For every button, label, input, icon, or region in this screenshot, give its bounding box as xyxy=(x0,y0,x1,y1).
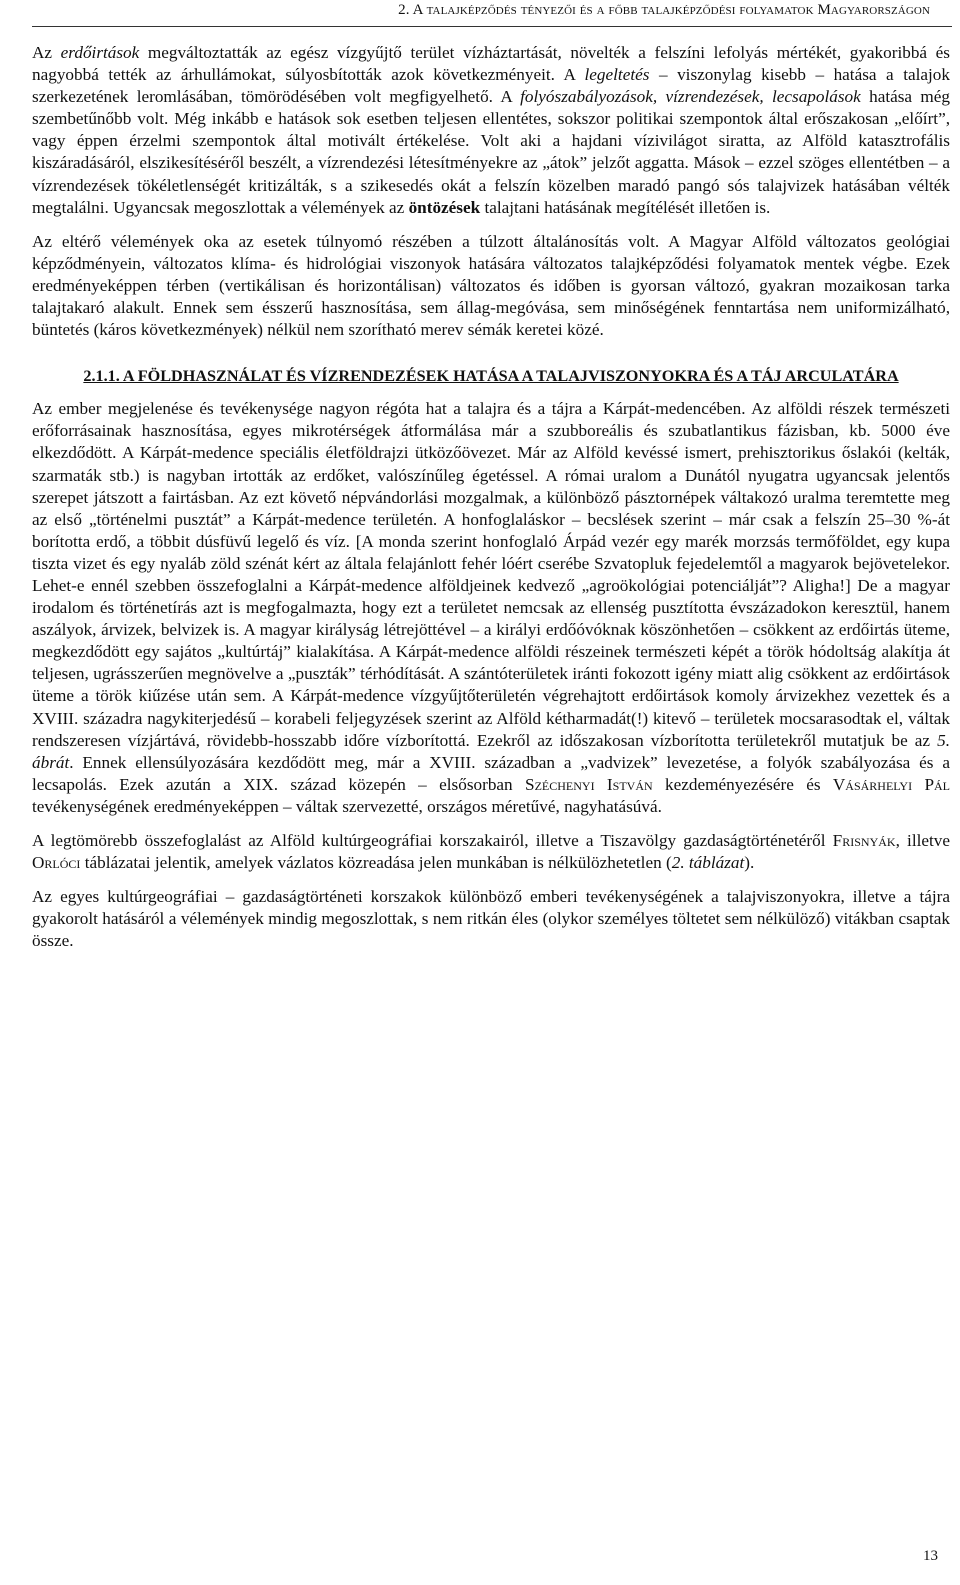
text-run: , illetve xyxy=(895,831,950,850)
legend-quote-arpad: A monda szerint honfoglaló Árpád vezér egy marék morzsás termőföldet, egy kupa tiszta vizet és egy nyaláb zöld szénát kért az általa felajánlott fehér lóért cserébe Szvatopluk fejedelemtől a magyarok bejövetelekor. Lehet-e ennél szebben összefoglalni a Kárpát-medence alföldjeinek kedvező „agroökológiai potenciálját xyxy=(32,531,950,595)
page-body xyxy=(32,42,950,952)
paragraph-legtomorebb xyxy=(32,830,950,874)
text-run: talajtani hatásának megítélését illetően is. xyxy=(480,197,771,217)
text-run: Az ember megjelenése és tevékenysége nagyon régóta hat a talajra és a tájra a Kárpát-medencében. Az alföldi részek természeti erőforrásainak hasznosítása, egyes mikrotérségek átformálása már a szubboreális és szubatlantikus fázisban, kb. 5000 éve elkezdődött. A Kárpát-medence speciális életföldrajzi ütközőövezet. Már az Alföld kevéssé ismert, prehisztorikus őslakói (kelták, szarmaták stb.) is nagyban irtották az erdőket, valószínűleg égetéssel. A római uralom a Dunától nyugatra ugyancsak jelentős szerepet játszott a fairtásban. Az ezt követő népvándorlási mozgalmak, a különböző pásztornépek váltakozó uralma teremtette meg az első „történelmi pusztát” a Kárpát-medence területén. A honfoglaláskor – becslések szerint – már csak a felszín 25–30 %-át borította erdő, a többit dúsfüvű legelő és víz. [ xyxy=(32,399,950,551)
text-run: Az xyxy=(32,43,61,62)
author-name-orloci: Orlóci xyxy=(32,853,81,873)
italic-term-folyoszabalyozasok: folyószabályozások, vízrendezések, lecsapolások xyxy=(520,87,861,107)
person-name-szechenyi: Széchenyi István xyxy=(525,774,653,794)
running-header xyxy=(32,0,952,27)
text-run: A legtömörebb összefoglalást az Alföld kultúrgeográfiai korszakairól, illetve a Tiszavölgy gazdaságtörténetéről xyxy=(32,831,833,850)
paragraph-erdoirtasok xyxy=(32,42,950,219)
text-run: . Ennek ellensúlyozására kezdődött meg, már a XVIII. században a „vadvizek” levezetése, a folyók szabályozása és a lecsapolás. Ezek azután a XIX. század közepén – elsősorban xyxy=(32,752,950,794)
paragraph-ember-megjelenese xyxy=(32,398,950,818)
text-run: ). xyxy=(744,853,755,873)
text-run: tevékenységének eredményeképpen – váltak szervezetté, országos méretűvé, nagyhatásúvá. xyxy=(32,796,662,816)
author-name-frisnyak: Frisnyák xyxy=(832,831,896,850)
table-reference: 2. táblázat xyxy=(671,853,745,873)
text-run: hatása még szembetűnőbb volt. Még inkább e hatások sok esetben teljesen ellentétes, sokszor politikai szempontok által erőszakosan „előírt”, vagy éppen érzelmi szempontok által motivált értékelése. Volt aki a hajdani vízivilágot siratta, az Alföld katasztrofális kiszáradásáról, elszikesítéséről beszélt, a vízrendezési létesítményekre az „átok” jelzőt aggatta. Mások – ezzel szöges ellentétben – a vízrendezések tökéletlenségét kritizálták, s a szikesedés okát a felszín közelben maradó pangó sós talajvizek hatásában vélték megtalálni. Ugyancsak megoszlottak a vélemények az xyxy=(32,87,950,217)
text-run: – viszonylag kisebb – hatása a talajok szerkezetének leromlásában, tömörödésében volt megfigyelhető. A xyxy=(32,65,950,107)
page-number: 13 xyxy=(923,1548,938,1564)
text-run: kezdeményezésére és xyxy=(652,774,833,794)
italic-term-legeltetes: legeltetés xyxy=(584,65,650,85)
italic-term-erdoirtasok: erdőirtások xyxy=(60,43,140,62)
section-heading: 2.1.1. A FÖLDHASZNÁLAT ÉS VÍZRENDEZÉSEK HATÁSA A TALAJVISZONYOKRA ÉS A TÁJ ARCULATÁRA xyxy=(83,367,899,386)
figure-reference: 5. ábrát xyxy=(32,730,950,772)
running-header-title: 2. A talajképződés tényezői és a főbb talajképződési folyamatok Magyarországon xyxy=(398,2,930,18)
text-run: megváltoztatták az egész vízgyűjtő terület vízháztartását, növelték a felszíni lefolyás mértékét, gyakoribbá és nagyobbá tették az árhullámokat, súlyosbították azok következményeit. A xyxy=(32,43,950,85)
text-run: ”? Aligha!] De a magyar irodalom és történetírás azt is megfogalmazta, hogy ezt a területet nemcsak az ellenség pusztította évszázadokon keresztül, hanem aszályok, árvizek, belvizek is. A magyar királyság létrejöttével – a királyi erdőóvóknak köszönhetően – csökkent az erdőirtás üteme, megkezdődött egy sajátos „kultúrtáj” kialakítása. A Kárpát-medence alföldi részeinek természeti képét a török hódoltság alakítja át teljesen, ugrásszerűen megnövelve a „puszták” térhódítását. A szántóterületek iránti fokozott igény miatt alig csökkent az erdőirtások üteme a török kiűzése után sem. A Kárpát-medence vízgyűjtőterületén végrehajtott erdőirtások komoly árvizekhez vezettek és a XVIII. századra nagykiterjedésű – korabeli feljegyzések szerint az Alföld kétharmadát(!) kitevő – területek mocsarasodtak el, váltak rendszeresen vízjártává, rövidebb-hosszabb időre vízborítottá. Ezekről az időszakosan vízborította területekről mutatjuk be az xyxy=(32,575,950,750)
person-name-vasarhelyi: Vásárhelyi Pál xyxy=(832,774,950,794)
paragraph-kulturgeografiai: Az egyes kultúrgeográfiai – gazdaságtörténeti korszakok különböző emberi tevékenységének a talajviszonyokra, illetve a tájra gyakorolt hatásáról a vélemények mindig megoszlottak, s nem ritkán éles (olykor személyes töltetet sem nélkülöző) vitákban csaptak össze. xyxy=(32,887,950,951)
bold-term-ontozesek: öntözések xyxy=(408,197,481,217)
text-run: táblázatai jelentik, amelyek vázlatos közreadása jelen munkában is nélkülözhetetlen ( xyxy=(80,853,672,873)
paragraph-elterő-velemenyek: Az eltérő vélemények oka az esetek túlnyomó részében a túlzott általánosítás volt. A Magyar Alföld változatos geológiai képződményein, változatos klíma- és hidrológiai viszonyok hatására változatos talajképződési folyamatok mentek végbe. Ezek eredményeképpen térben (vertikálisan és horizontálisan) változatos és időben is gyorsan változó, gyakran mozaikosan tarka talajtakaró alakult. Ennek sem ésszerű hasznosítása, sem állag-megóvása, sem minőségének fenntartása nem uniformizálható, büntetés (káros következmények) nélkül nem szorítható merev sémák keretei közé. xyxy=(32,231,950,340)
